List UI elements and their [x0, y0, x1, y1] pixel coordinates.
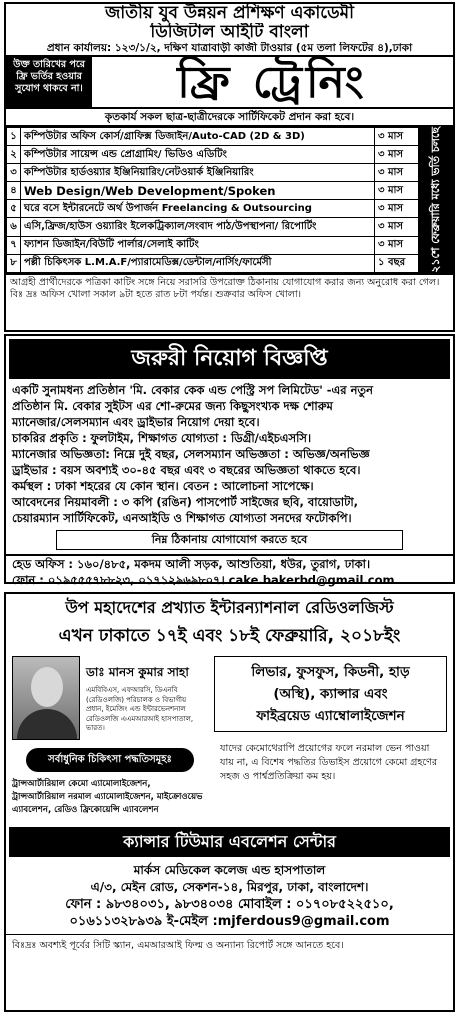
recruitment-line: ম্যানেজার/সেলসম্যান এবং ড্রাইভার নিয়োগ দেয়া হবে। [12, 415, 260, 429]
recruitment-phone: ফোন : ০১৯৫৫৫৭৮৮২৩, ০১৭১২৯৬৯৮০৭। cake.bakerbd@gmail.com [12, 573, 395, 587]
courses-section [6, 127, 453, 273]
recruitment-line: ম্যানেজার অভিজ্ঞতা: নিম্নে দুই বছর, সেলসম্যান অভিজ্ঞতা : অভিজ্ঞ/অনভিজ্ঞ [12, 447, 370, 461]
course-duration: ৩ মাস [375, 128, 419, 146]
course-number: ৪ [7, 182, 21, 200]
course-number: ৭ [7, 236, 21, 254]
course-title: ফ্যাশন ডিজাইন/বিউটি পার্লার/সেলাই কাটিং [21, 236, 375, 254]
course-duration: ১ বছর [375, 254, 419, 272]
free-training-row [6, 55, 453, 107]
academy-title: জাতীয় যুব উন্নয়ন প্রশিক্ষণ একাডেমী [105, 4, 354, 23]
organ-line: ফাইব্রয়েড এ্যাম্বোলাইজেশন [256, 708, 405, 724]
hospital-phone: ফোন : ৯৮৩৪০৩১, ৯৮৩৪০৩৪ মোবাইল : ০১৭০৮৫২২৫১০, [65, 897, 394, 912]
course-row [7, 164, 419, 182]
organ-box [214, 656, 447, 732]
course-row [7, 200, 419, 218]
course-title: কম্পিউটার অফিস কোর্স/গ্রাফিক্স ডিজাইন/Auto-CAD (2D & 3D) [21, 128, 375, 146]
recruitment-line: চাকরির প্রকৃতি : ফুলটাইম, শিক্ষাগত যোগ্যতা : ডিগ্রী/এইচএসসি। [12, 431, 312, 445]
academy-subtitle: ডিজিটাল আইটি বাংলা [150, 23, 309, 42]
course-duration: ৩ মাস [375, 164, 419, 182]
radiologist-dates: এখন ঢাকাতে ১৭ই এবং ১৮ই ফেব্রুয়ারি, ২০১৮ইং [58, 626, 401, 646]
course-number: ৩ [7, 164, 21, 182]
courses-table [6, 127, 419, 273]
course-number: ৮ [7, 254, 21, 272]
course-number: ৬ [7, 218, 21, 236]
recruitment-body [6, 382, 453, 526]
admission-tag [419, 127, 453, 273]
course-row [7, 182, 419, 200]
free-note: উক্ত তারিখের পরে ফ্রি ভর্তির হওয়ার সুযোগ থাকবে না। [6, 57, 92, 107]
head-office-line: প্রধান কার্যালয়: ১২৩/১/২, দক্ষিণ যাত্রাবাড়ী কাজী টাওয়ার (৫ম তলা লিফটের ৪),ঢাকা [46, 42, 413, 54]
doctor-profile [6, 656, 204, 817]
hospital-address: এ/৩, মেইন রোড, সেকশন-১৪, মিরপুর, ঢাকা, বাংলাদেশ। [90, 880, 369, 894]
course-duration: ৩ মাস [375, 200, 419, 218]
contact-note: নিম্ন ঠিকানায় যোগাযোগ করতে হবে [56, 530, 403, 550]
hospital-note: বিঃদ্রঃ অবশ্যই পূর্বের সিটি স্ক্যান, এমআরআই ফিল্ম ও অন্যান্য রিপোর্ট সঙ্গে আনতে হবে। [6, 934, 453, 953]
course-number: ১ [7, 128, 21, 146]
recruitment-line: প্রতিষ্ঠান মি. বেকার সুইটস এর শো-রুমের জন্য কিছুসংখ্যক দক্ষ শোরুম [12, 399, 333, 413]
course-title: এসি,ফ্রিজ/হাউস ওয়্যারিং ইলেকট্রিক্যাল/সংবাদ পাঠ/উপস্থাপনা/ রিপোর্টিং [21, 218, 375, 236]
admission-tag-text: ২১শে ফেব্রুয়ারি মধ্যে ভর্তি চলছে [428, 127, 442, 273]
hospital-phone-email: ০১৬১১৩২৮৯৩৯ ই-মেইল :mjferdous9@gmail.com [69, 914, 390, 929]
course-duration: ৩ মাস [375, 236, 419, 254]
course-duration: ৩ মাস [375, 146, 419, 164]
course-number: ৫ [7, 200, 21, 218]
course-row [7, 146, 419, 164]
course-duration: ৩ মাস [375, 218, 419, 236]
recruitment-ad [4, 334, 455, 587]
recruitment-line: ড্রাইভার : বয়স অবশ্যই ৩০-৪৫ বছর এবং ৩ বছরের অভিজ্ঞতা থাকতে হবে। [12, 463, 361, 477]
recruitment-line: আবেদনের নিয়মাবলী : ৩ কপি (রঙিন) পাসপোর্ট সাইজের ছবি, বায়োডাটা, [12, 495, 359, 509]
course-row [7, 218, 419, 236]
recruitment-banner: জরুরী নিয়োগ বিজ্ঞপ্তি [9, 339, 450, 379]
course-row [7, 236, 419, 254]
course-duration: ৩ মাস [375, 182, 419, 200]
treatment-list: ট্রান্সআর্টারিয়াল কেমো এ্যামোলাইজেশন, ট্রান্সআর্টারিয়াল নরমাল এ্যামোলাইজেশন, মাইক্রোওয়েভ এ্যাবলেশন, রেডিও ফ্রিকোয়েন্সি এ্যাবলেশন [12, 779, 203, 815]
course-number: ২ [7, 146, 21, 164]
recruitment-line: চেয়ারম্যান সার্টিফিকেট, এনআইডি ও শিক্ষাগত যোগ্যতা সনদের ফটোকপি। [12, 511, 352, 525]
doctor-name: ডাঃ মানস কুমার সাহা [86, 665, 189, 679]
center-banner: ক্যান্সার টিউমার এবলেশন সেন্টার [9, 827, 450, 857]
course-row [7, 128, 419, 146]
hospital-name: মার্কস মেডিকেল কলেজ এন্ড হাসপাতাল [133, 863, 326, 877]
recruitment-address: হেড অফিস : ১৬০/৪৮৫, মকদম আলী সড়ক, আশুতিয়া, ধউর, তুরাগ, ঢাকা। [6, 554, 453, 572]
chemo-text: যাদের কেমোথেরাপি প্রয়োগের ফলে নরমাল ভেন পাওয়া যায় না, এ বিশেষ পদ্ধতির ডিভাইস প্রয়োগে কেমো গ্রহণের সহজ ও পার্শ্বপ্রতিক্রিয়া কম হয়। [220, 743, 438, 782]
training-footer: আগ্রহী প্রার্থীদেরকে পত্রিকা কাটিং সঙ্গে নিয়ে সরাসরি উপরোক্ত ঠিকানায় যোগাযোগ করার জন্য অনুরোধ করা গেল। বিঃ দ্রঃ অফিস খোলা সকাল ৯টা হতে রাত ৮টা পর্যন্ত। শুক্রবার অফিস খোলা। [6, 273, 453, 303]
course-title: ঘরে বসে ইন্টারনেটে অর্থ উপার্জন Freelancing & Outsourcing [21, 200, 375, 218]
organ-line: লিভার, ফুসফুস, কিডনী, হাড় [251, 664, 410, 680]
course-title: Web Design/Web Development/Spoken [21, 182, 375, 200]
radiologist-headline: উপ মহাদেশের প্রখ্যাত ইন্টারন্যাশনাল রেডিওলজিস্ট [65, 598, 394, 617]
treatment-info [204, 656, 453, 817]
training-ad [4, 2, 455, 332]
radiologist-ad [4, 592, 455, 1012]
doctor-photo [12, 656, 80, 740]
course-title: কম্পিউটার হার্ডওয়্যার ইঞ্জিনিয়ারিং/নেটওয়ার্ক ইঞ্জিনিয়ারিং [21, 164, 375, 182]
course-title: কম্পিউটার সায়েন্স এন্ড প্রোগ্রামিং/ ভিডিও এডিটিং [21, 146, 375, 164]
recruitment-line: একটি সুনামধন্য প্রতিষ্ঠান 'মি. বেকার কেক এন্ড পেস্ট্রি সপ লিমিটেড' -এর নতুন [12, 383, 373, 397]
course-row [7, 254, 419, 272]
doctor-section [6, 656, 453, 817]
recruitment-line: কর্মস্থল : ঢাকা শহরের যে কোন স্থান। বেতন : আলোচনা সাপেক্ষে। [12, 479, 314, 493]
doctor-credentials: এমবিবিএস, এফআরসি, ডিএনবি (রেডিওলজি) পরিচালক ও বিভাগীয় প্রধান, ইমেজিং এন্ড ইন্টারভেনশনাল রেডিওলজি এএমআরআই হাসপাতাল, ভারত। [86, 686, 194, 732]
certificate-line: কৃতকার্য সকল ছাত্র-ছাত্রীদেরকে সার্টিফিকেট প্রদান করা হবে। [6, 107, 453, 127]
free-training-title: ফ্রি ট্রেনিং [177, 57, 368, 107]
organ-line: (অস্থি), ক্যান্সার এবং [273, 686, 388, 702]
course-title: পল্লী চিকিৎসক L.M.A.F/প্যারামেডিক্স/ডেন্টাল/নার্সিং/ফার্মেসী [21, 254, 375, 272]
treatment-title: সর্বাধুনিক চিকিৎসা পদ্ধতিসমূহঃ [26, 748, 194, 772]
